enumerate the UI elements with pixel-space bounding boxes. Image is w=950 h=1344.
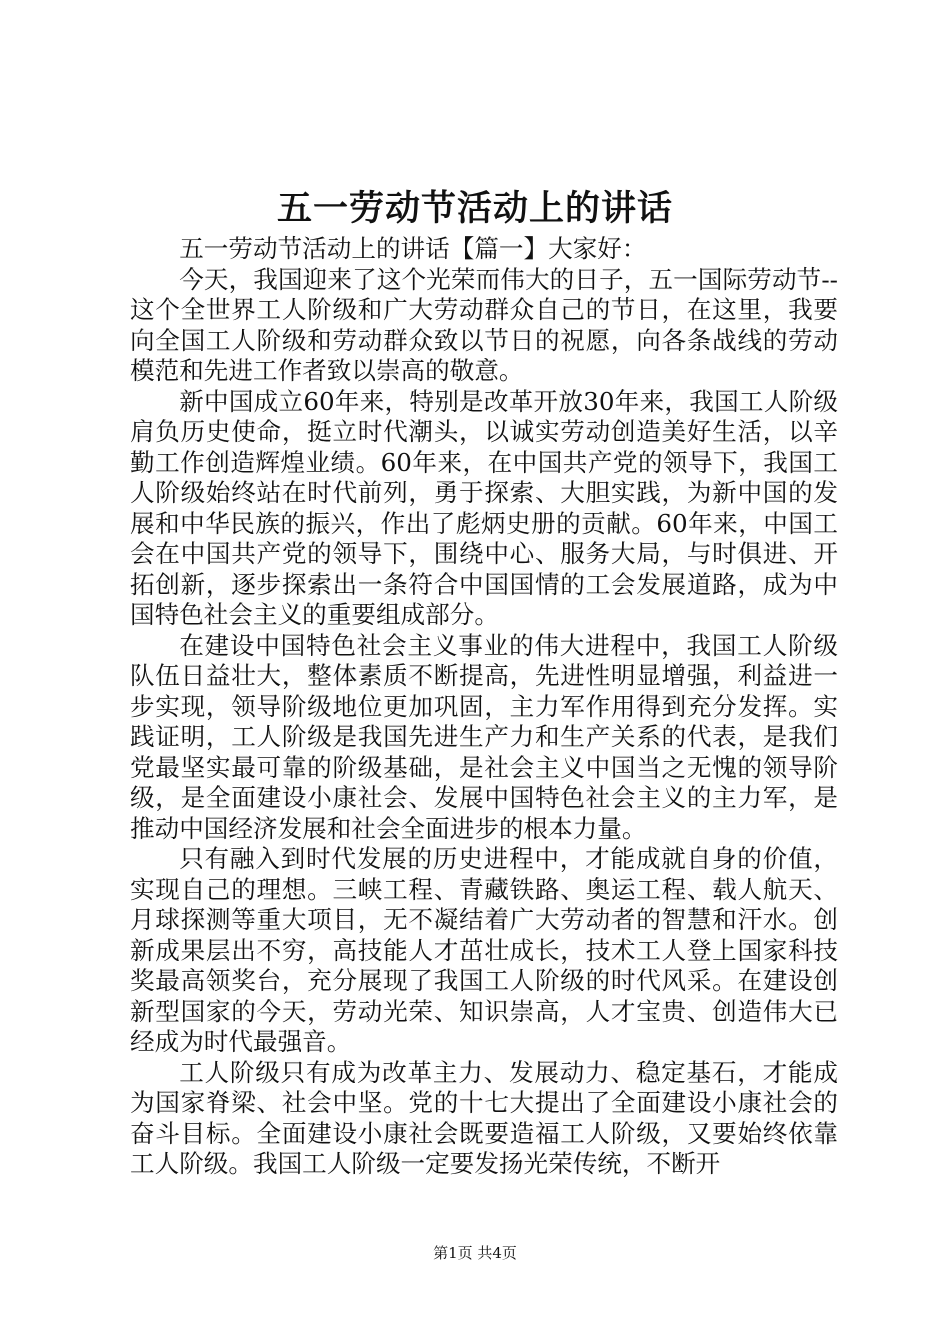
paragraph-5: 只有融入到时代发展的历史进程中，才能成就自身的价值，实现自己的理想。三峡工程、青藏铁路、奥运工程、载人航天、月球探测等重大项目，无不凝结着广大劳动者的智慧和汗水。创新成果层出不穷，高技能人才茁壮成长，技术工人登上国家科技奖最高领奖台，充分展现了我国工人阶级的时代风采。在建设创新型国家的今天，劳动光荣、知识崇高，人才宝贵、创造伟大已经成为时代最强音。 xyxy=(130,844,838,1056)
paragraph-6: 工人阶级只有成为改革主力、发展动力、稳定基石，才能成为国家脊梁、社会中坚。党的十七大提出了全面建设小康社会的奋斗目标。全面建设小康社会既要造福工人阶级，又要始终依靠工人阶级。我国工人阶级一定要发扬光荣传统，不断开 xyxy=(130,1057,838,1178)
page-footer: 第1页 共4页 xyxy=(433,1244,517,1262)
paragraph-3: 新中国成立60年来，特别是改革开放30年来，我国工人阶级肩负历史使命，挺立时代潮头，以诚实劳动创造美好生活，以辛勤工作创造辉煌业绩。60年来，在中国共产党的领导下，我国工人阶级始终站在时代前列，勇于探索、大胆实践，为新中国的发展和中华民族的振兴，作出了彪炳史册的贡献。60年来，中国工会在中国共产党的领导下，围绕中心、服务大局，与时俱进、开拓创新，逐步探索出一条符合中国国情的工会发展道路，成为中国特色社会主义的重要组成部分。 xyxy=(130,386,838,629)
document-body xyxy=(130,234,838,1180)
paragraph-2: 今天，我国迎来了这个光荣而伟大的日子，五一国际劳动节--这个全世界工人阶级和广大劳动群众自己的节日，在这里，我要向全国工人阶级和劳动群众致以节日的祝愿，向各条战线的劳动模范和先进工作者致以崇高的敬意。 xyxy=(130,264,838,385)
document-title: 五一劳动节活动上的讲话 xyxy=(276,188,673,229)
paragraph-1: 五一劳动节活动上的讲话【篇一】大家好： xyxy=(179,234,647,263)
paragraph-4: 在建设中国特色社会主义事业的伟大进程中，我国工人阶级队伍日益壮大，整体素质不断提高，先进性明显增强，利益进一步实现，领导阶级地位更加巩固，主力军作用得到充分发挥。实践证明，工人阶级是我国先进生产力和生产关系的代表，是我们党最坚实最可靠的阶级基础，是社会主义中国当之无愧的领导阶级，是全面建设小康社会、发展中国特色社会主义的主力军，是推动中国经济发展和社会全面进步的根本力量。 xyxy=(130,630,838,843)
